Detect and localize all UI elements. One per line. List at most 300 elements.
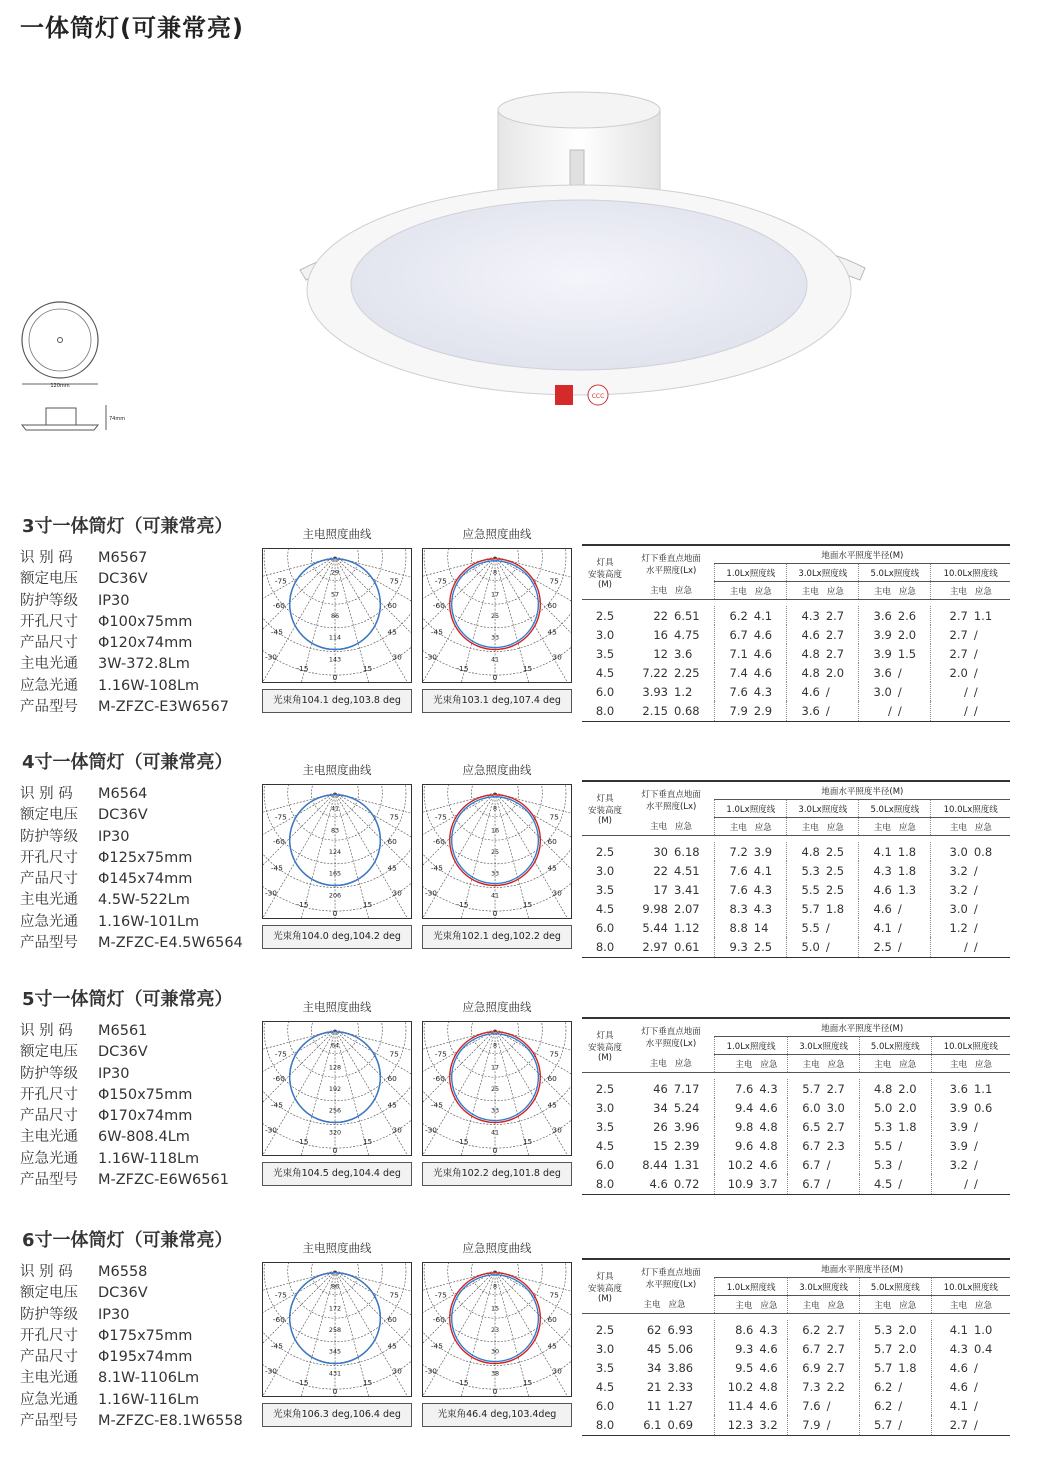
table-cell: 5.7: [859, 1415, 895, 1435]
table-cell: /: [973, 646, 978, 661]
angle-label: 45: [387, 863, 397, 873]
table-cell: 11.4: [714, 1396, 756, 1415]
ring-label: 124: [328, 847, 342, 856]
angle-label: -30: [424, 1366, 438, 1376]
table-header-cell: 应急: [671, 582, 715, 600]
table-cell: 4.51: [674, 863, 700, 878]
table-cell: 5.5: [787, 918, 823, 937]
table-header-cell: 应急: [971, 818, 1010, 836]
table-row: [582, 880, 1010, 899]
table-header-cell: 5.0Lx照度线: [859, 1037, 931, 1055]
table-cell: /: [826, 1157, 831, 1172]
spec-row: [20, 933, 243, 954]
ring-label: 25: [490, 847, 500, 856]
angle-label: 0: [332, 909, 338, 918]
spec-row: [20, 591, 229, 612]
table-row: [582, 682, 1010, 701]
table-cell: 1.2: [674, 684, 693, 699]
table-cell: 3.2: [931, 1155, 971, 1174]
table-cell: 4.3: [753, 901, 773, 916]
table-cell: /: [898, 1398, 903, 1413]
table-cell: 6.7: [788, 1339, 824, 1358]
angle-label: 75: [389, 812, 399, 822]
table-header-cell: 1.0Lx照度线: [714, 1037, 787, 1055]
table-cell: /: [931, 682, 971, 701]
angle-label: 15: [362, 1137, 373, 1147]
table-header-cell: 应急: [823, 818, 859, 836]
table-row: [582, 1358, 1010, 1377]
table-cell: 4.3: [759, 1081, 778, 1096]
product-section: [0, 1226, 1045, 1461]
angle-label: 0: [492, 909, 498, 918]
ring-label: 17: [490, 1063, 500, 1072]
table-cell: 3.9: [859, 644, 895, 663]
table-cell: 2.7: [931, 606, 971, 625]
table-cell: 3.6: [787, 701, 823, 721]
page-title: 一体筒灯(可兼常亮): [20, 14, 244, 42]
table-cell: 3.9: [931, 1098, 971, 1117]
table-cell: 1.8: [898, 1360, 917, 1375]
table-row: [582, 842, 1010, 861]
table-cell: 2.7: [931, 1415, 971, 1435]
table-cell: 7.9: [715, 701, 751, 721]
table-header-cell: 10.0Lx照度线: [931, 1037, 1010, 1055]
table-header-cell: 主电: [628, 1296, 665, 1314]
table-header-cell: 主电: [787, 818, 823, 836]
spec-row: [20, 1149, 229, 1170]
table-cell: 6.0: [595, 1157, 615, 1172]
angle-label: -60: [432, 1074, 445, 1084]
table-header-cell: 3.0Lx照度线: [787, 564, 859, 582]
table-cell: 2.0: [898, 1341, 917, 1356]
spec-value: 4.5W-522Lm: [98, 892, 190, 909]
angle-label: 0: [332, 1387, 338, 1396]
spec-list: [20, 1262, 243, 1432]
product-section: [0, 512, 1045, 747]
table-cell: /: [971, 1415, 1010, 1435]
section-title: 4寸一体筒灯（可兼常亮）: [22, 752, 233, 773]
table-cell: 7.9: [788, 1415, 824, 1435]
table-cell: 1.27: [667, 1398, 694, 1413]
angle-label: -45: [430, 1100, 443, 1110]
table-cell: 8.0: [582, 1174, 628, 1194]
table-cell: /: [973, 920, 978, 935]
angle-label: 0: [492, 1387, 498, 1396]
table-cell: 2.5: [595, 844, 615, 859]
angle-label: 45: [387, 627, 397, 637]
table-row: [582, 1415, 1010, 1435]
table-cell: 7.6: [715, 880, 751, 899]
table-cell: 2.7: [931, 644, 971, 663]
table-cell: /: [895, 937, 931, 957]
angle-label: -30: [264, 888, 278, 898]
spec-value: 8.1W-1106Lm: [98, 1370, 200, 1387]
ring-label: 8: [492, 568, 498, 577]
table-cell: 4.3: [787, 606, 823, 625]
table-cell: 4.6: [753, 627, 773, 642]
width-label: 120mm: [50, 383, 70, 389]
table-cell: /: [973, 901, 978, 916]
table-cell: 0.69: [665, 1415, 715, 1435]
spec-value: M-ZFZC-E8.1W6558: [98, 1413, 243, 1430]
table-header-cell: 主电: [628, 1055, 671, 1073]
table-header-cell: 应急: [751, 818, 787, 836]
table-row: [582, 1155, 1010, 1174]
table-cell: 12.3: [714, 1415, 756, 1435]
table-cell: /: [971, 1174, 1010, 1194]
table-cell: 2.7: [825, 646, 845, 661]
table-cell: 3.0: [931, 899, 971, 918]
spec-value: Φ120x74mm: [98, 635, 193, 652]
angle-label: 15: [362, 900, 373, 910]
table-cell: 4.1: [753, 608, 773, 623]
angle-label: -75: [274, 812, 287, 822]
table-cell: 4.6: [628, 1174, 671, 1194]
angle-label: 45: [547, 1341, 557, 1351]
table-cell: 4.6: [759, 1398, 778, 1413]
table-cell: 1.8: [897, 844, 917, 859]
table-cell: /: [971, 937, 1010, 957]
table-cell: 6.0: [595, 684, 615, 699]
table-cell: /: [825, 920, 830, 935]
table-cell: 6.18: [674, 844, 700, 859]
table-cell: 8.3: [715, 899, 751, 918]
table-cell: 2.0: [898, 1081, 917, 1096]
table-cell: 4.6: [931, 1377, 971, 1396]
table-cell: 1.8: [825, 901, 845, 916]
spec-value: Φ145x74mm: [98, 871, 193, 888]
table-cell: /: [825, 684, 830, 699]
spec-row: [20, 912, 243, 933]
illuminance-table: [582, 780, 1010, 958]
angle-label: -30: [264, 1366, 278, 1376]
spec-value: 1.16W-101Lm: [98, 913, 200, 930]
angle-label: -15: [296, 1137, 309, 1147]
table-cell: 6.1: [628, 1415, 665, 1435]
table-cell: 2.07: [674, 901, 700, 916]
main-beam-angle: 光束角106.3 deg,106.4 deg: [262, 1403, 412, 1427]
table-cell: 2.5: [751, 937, 787, 957]
table-row: [582, 1136, 1010, 1155]
emg-polar-chart: [422, 1021, 572, 1156]
spec-row: [20, 1262, 243, 1283]
spec-label: 开孔尺寸: [20, 849, 78, 866]
emg-polar-chart: [422, 784, 572, 919]
spec-label: 开孔尺寸: [20, 1086, 78, 1103]
table-cell: 22: [653, 608, 668, 623]
table-cell: 3.0: [595, 863, 615, 878]
spec-label: 防护等级: [20, 592, 78, 609]
angle-label: -45: [270, 1341, 283, 1351]
table-cell: 5.5: [787, 880, 823, 899]
spec-value: IP30: [98, 828, 130, 845]
table-cell: 6.7: [788, 1136, 824, 1155]
spec-label: 额定电压: [20, 807, 78, 824]
angle-label: -30: [264, 652, 278, 662]
spec-value: Φ170x74mm: [98, 1108, 193, 1125]
spec-row: [20, 548, 229, 569]
spec-value: Φ150x75mm: [98, 1086, 193, 1103]
table-cell: 9.3: [714, 1339, 756, 1358]
main-beam-angle: 光束角104.5 deg,104.4 deg: [262, 1162, 412, 1186]
table-cell: 2.39: [673, 1138, 700, 1153]
table-cell: 5.3: [787, 861, 823, 880]
ring-label: 165: [328, 869, 342, 878]
spec-label: 主电光通: [20, 1129, 78, 1146]
angle-label: 0: [332, 1146, 338, 1155]
angle-label: -75: [434, 812, 447, 822]
table-cell: 0.61: [671, 937, 715, 957]
table-cell: 2.0: [898, 1100, 917, 1115]
table-cell: 0.68: [671, 701, 715, 721]
table-cell: 2.7: [826, 1119, 845, 1134]
spec-row: [20, 1021, 229, 1042]
angle-label: 30: [392, 652, 402, 662]
table-header-cell: 应急: [895, 818, 931, 836]
table-cell: 4.5: [859, 1174, 895, 1194]
table-cell: 10.2: [714, 1155, 756, 1174]
table-cell: /: [931, 937, 971, 957]
table-cell: 2.97: [628, 937, 671, 957]
table-cell: /: [895, 1174, 931, 1194]
table-header-cell: 主电: [859, 818, 895, 836]
ring-label: 29: [330, 568, 340, 577]
table-cell: 4.8: [759, 1379, 778, 1394]
table-cell: 15: [653, 1138, 668, 1153]
spec-value: IP30: [98, 1065, 130, 1082]
angle-label: 30: [552, 652, 562, 662]
spec-value: M-ZFZC-E3W6567: [98, 699, 229, 716]
table-cell: /: [859, 701, 895, 721]
angle-label: -60: [272, 601, 285, 611]
angle-label: 75: [549, 576, 559, 586]
spec-value: IP30: [98, 592, 130, 609]
table-cell: 2.7: [826, 1360, 845, 1375]
illuminance-table: [582, 1017, 1010, 1195]
table-header-cell: 应急: [751, 582, 787, 600]
table-cell: 4.8: [859, 1079, 895, 1098]
table-cell: /: [971, 701, 1010, 721]
table-cell: 3.0: [595, 1341, 615, 1356]
angle-label: 15: [522, 900, 533, 910]
spec-value: DC36V: [98, 807, 148, 824]
spec-label: 应急光通: [20, 1391, 78, 1408]
spec-row: [20, 1127, 229, 1148]
angle-label: -75: [274, 576, 287, 586]
table-cell: 2.7: [931, 625, 971, 644]
table-cell: 4.1: [859, 842, 895, 861]
table-header-cell: 应急: [756, 1296, 787, 1314]
main-chart-title: 主电照度曲线: [302, 1241, 372, 1255]
table-cell: 34: [653, 1100, 668, 1115]
spec-label: 识 别 码: [20, 1264, 73, 1280]
emg-polar-chart: [422, 1262, 572, 1397]
angle-label: -30: [264, 1125, 278, 1135]
spec-row: [20, 1064, 229, 1085]
table-cell: 8.0: [582, 1415, 628, 1435]
ring-label: 256: [328, 1106, 342, 1115]
main-polar-chart: [262, 1021, 412, 1156]
table-header-cell: 1.0Lx照度线: [715, 800, 787, 818]
table-header-cell: 地面水平照度半径(M): [714, 1259, 1010, 1278]
table-cell: /: [931, 1174, 971, 1194]
table-cell: /: [823, 701, 859, 721]
table-header-cell: 10.0Lx照度线: [931, 1278, 1010, 1296]
table-row: [582, 861, 1010, 880]
table-cell: 4.6: [931, 1358, 971, 1377]
spec-label: 开孔尺寸: [20, 1327, 78, 1344]
ring-label: 128: [328, 1063, 342, 1072]
table-cell: 3.0: [595, 1100, 615, 1115]
table-cell: 2.15: [628, 701, 671, 721]
table-cell: 7.6: [788, 1396, 824, 1415]
ring-label: 172: [328, 1304, 342, 1313]
table-cell: 4.5: [595, 1138, 615, 1153]
angle-label: 75: [389, 1049, 399, 1059]
spec-label: 防护等级: [20, 1065, 78, 1082]
table-cell: 3.5: [595, 646, 615, 661]
table-cell: 2.9: [751, 701, 787, 721]
table-cell: 4.6: [859, 899, 895, 918]
table-cell: 7.6: [714, 1079, 756, 1098]
table-cell: 3.6: [674, 646, 693, 661]
spec-list: [20, 548, 229, 718]
table-cell: 3.41: [674, 882, 700, 897]
spec-label: 主电光通: [20, 892, 78, 909]
table-header-cell: 灯下垂直点地面 水平照度(Lx): [628, 545, 715, 582]
table-cell: 7.2: [715, 842, 751, 861]
spec-row: [20, 1305, 243, 1326]
table-header-cell: 应急: [895, 1055, 931, 1073]
table-cell: 5.7: [859, 1339, 895, 1358]
ring-label: 41: [490, 1128, 500, 1137]
table-cell: 3.6: [859, 606, 895, 625]
table-header-cell: 灯下垂直点地面 水平照度(Lx): [628, 1018, 714, 1055]
ring-label: 83: [330, 826, 340, 835]
angle-label: -15: [296, 664, 309, 674]
ring-label: 206: [328, 891, 342, 900]
angle-label: 45: [547, 627, 557, 637]
spec-value: M6561: [98, 1023, 148, 1039]
table-cell: /: [897, 901, 902, 916]
table-header-cell: 应急: [823, 582, 859, 600]
table-cell: 5.7: [859, 1358, 895, 1377]
angle-label: 75: [549, 1049, 559, 1059]
angle-label: 75: [389, 1290, 399, 1300]
spec-row: [20, 848, 243, 869]
angle-label: -75: [274, 1290, 287, 1300]
table-header-cell: 3.0Lx照度线: [788, 1278, 860, 1296]
spec-label: 产品型号: [20, 1413, 78, 1430]
main-polar-chart: [262, 784, 412, 919]
table-cell: 4.8: [759, 1138, 778, 1153]
main-chart-title: 主电照度曲线: [302, 763, 372, 777]
main-chart-title: 主电照度曲线: [302, 1000, 372, 1014]
table-cell: 3.2: [756, 1415, 787, 1435]
table-cell: 4.6: [759, 1360, 778, 1375]
table-cell: 3.93: [642, 684, 668, 699]
table-header-cell: 应急: [824, 1296, 860, 1314]
spec-value: M-ZFZC-E4.5W6564: [98, 935, 243, 952]
table-cell: 5.7: [788, 1079, 824, 1098]
illuminance-table: [582, 544, 1010, 722]
table-cell: 5.5: [859, 1136, 895, 1155]
main-chart-title: 主电照度曲线: [302, 527, 372, 541]
ring-label: 15: [490, 1304, 500, 1313]
table-cell: 2.5: [595, 608, 615, 623]
angle-label: -15: [456, 900, 469, 910]
angle-label: 60: [547, 1315, 557, 1325]
spec-row: [20, 612, 229, 633]
table-header-cell: 主电: [931, 1055, 971, 1073]
angle-label: -30: [424, 1125, 438, 1135]
table-cell: 4.6: [859, 880, 895, 899]
spec-row: [20, 1411, 243, 1432]
table-cell: 34: [646, 1360, 662, 1375]
table-cell: /: [897, 665, 902, 680]
table-cell: 4.3: [859, 861, 895, 880]
table-cell: 3.9: [931, 1136, 971, 1155]
table-cell: 7.4: [715, 663, 751, 682]
table-cell: 2.7: [826, 1081, 845, 1096]
section-title: 6寸一体筒灯（可兼常亮）: [22, 1230, 233, 1251]
table-cell: /: [895, 701, 931, 721]
table-cell: 2.7: [826, 1322, 845, 1337]
main-polar-chart: [262, 548, 412, 683]
table-header-cell: 主电: [714, 1055, 756, 1073]
ring-label: 25: [490, 611, 500, 620]
angle-label: 15: [522, 1378, 533, 1388]
table-header-cell: 应急: [756, 1055, 787, 1073]
table-cell: 6.9: [788, 1358, 824, 1377]
spec-row: [20, 1347, 243, 1368]
spec-label: 额定电压: [20, 571, 78, 588]
table-cell: 3.6: [859, 663, 895, 682]
angle-label: 15: [522, 1137, 533, 1147]
emg-chart-title: 应急照度曲线: [462, 1000, 532, 1014]
spec-value: M-ZFZC-E6W6561: [98, 1172, 229, 1189]
table-header-cell: 灯具 安装高度 (M): [582, 545, 628, 600]
table-cell: 46: [653, 1081, 668, 1096]
section-title: 5寸一体筒灯（可兼常亮）: [22, 989, 233, 1010]
ring-label: 33: [490, 869, 500, 878]
table-header-cell: 应急: [665, 1296, 715, 1314]
table-row: [582, 899, 1010, 918]
table-cell: /: [973, 1119, 978, 1134]
table-cell: 6.51: [674, 608, 700, 623]
table-row: [582, 937, 1010, 957]
spec-label: 主电光通: [20, 1370, 78, 1387]
table-cell: /: [973, 1360, 978, 1375]
table-cell: 3.9: [859, 625, 895, 644]
angle-label: -60: [272, 1315, 285, 1325]
table-header-cell: 灯下垂直点地面 水平照度(Lx): [628, 1259, 714, 1296]
ring-label: 38: [490, 1369, 500, 1378]
angle-label: -75: [274, 1049, 287, 1059]
angle-label: 60: [387, 601, 397, 611]
table-header-cell: 10.0Lx照度线: [931, 564, 1010, 582]
table-cell: /: [897, 684, 902, 699]
angle-label: -15: [456, 1378, 469, 1388]
table-cell: 1.1: [973, 608, 993, 623]
spec-value: Φ125x75mm: [98, 849, 193, 866]
table-cell: /: [898, 1138, 903, 1153]
table-cell: 3.86: [667, 1360, 694, 1375]
table-cell: /: [973, 882, 978, 897]
table-cell: 6.0: [595, 920, 615, 935]
table-cell: 4.3: [753, 684, 773, 699]
table-cell: 3.7: [756, 1174, 787, 1194]
